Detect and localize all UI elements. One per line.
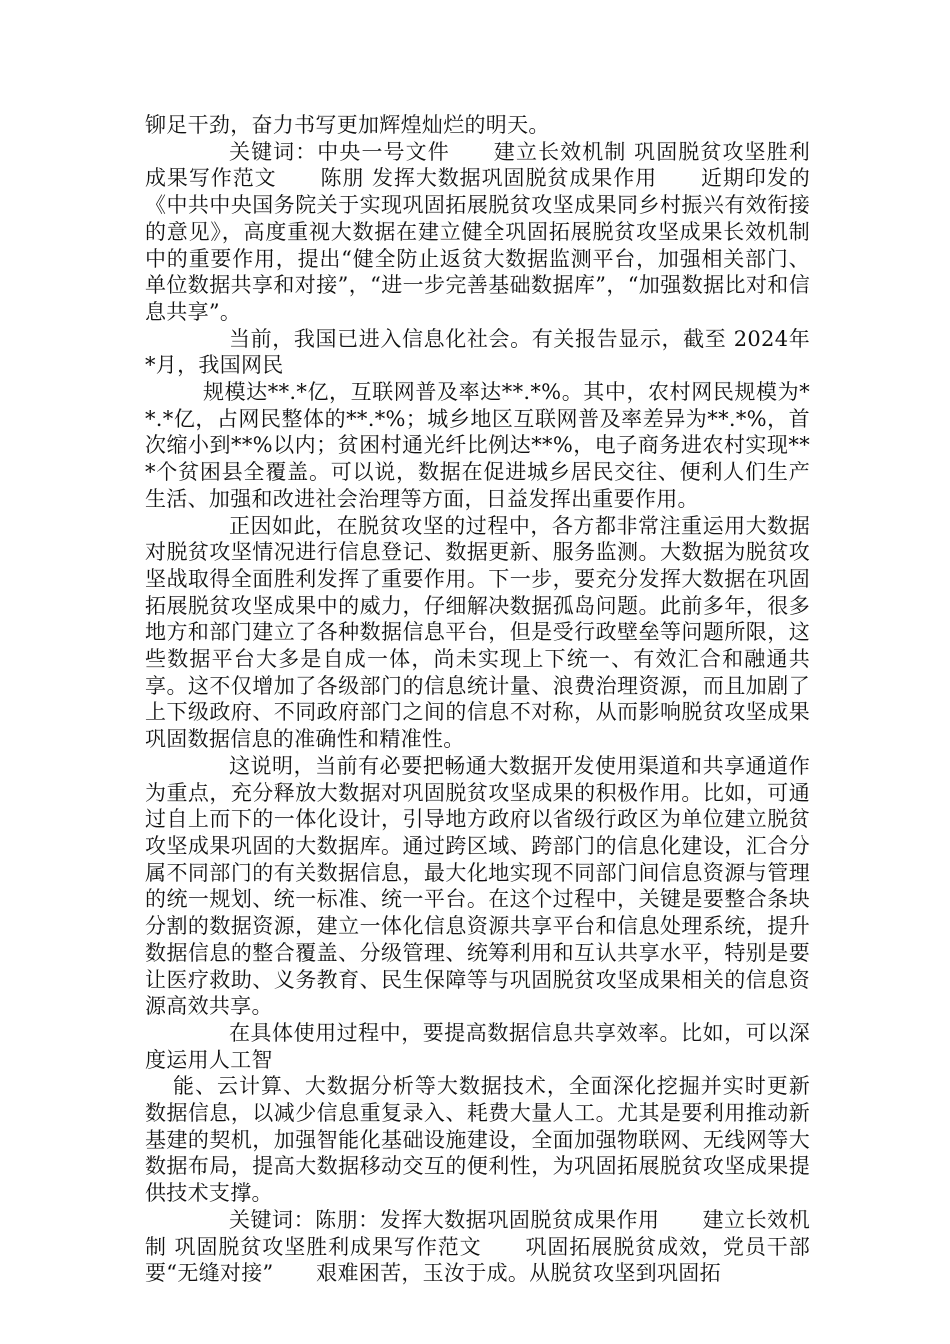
paragraph-7: 在具体使用过程中，要提高数据信息共享效率。比如，可以深度运用人工智 [145, 1020, 810, 1072]
paragraph-5: 正因如此，在脱贫攻坚的过程中，各方都非常注重运用大数据对脱贫攻坚情况进行信息登记、数据更新、服务监测。大数据为脱贫攻坚战取得全面胜利发挥了重要作用。下一步，要充分发挥大数据在巩固拓展脱贫攻坚成果中的威力，仔细解决数据孤岛问题。此前多年，很多地方和部门建立了各种数据信息平台，但是受行政壁垒等问题所限，这些数据平台大多是自成一体，尚未实现上下统一、有效汇合和融通共享。这不仅增加了各级部门的信息统计量、浪费治理资源，而且加剧了上下级政府、不同政府部门之间的信息不对称，从而影响脱贫攻坚成果巩固数据信息的准确性和精准性。 [145, 513, 810, 752]
paragraph-4: 规模达**.*亿，互联网普及率达**.*%。其中，农村网民规模为**.*亿，占网民整体的**.*%；城乡地区互联网普及率差异为**.*%，首次缩小到**%以内；贫困村通光纤比例达**%，电子商务进农村实现***个贫困县全覆盖。可以说，数据在促进城乡居民交往、便利人们生产生活、加强和改进社会治理等方面，日益发挥出重要作用。 [145, 380, 810, 511]
paragraph-2-keywords: 关键词：中央一号文件 建立长效机制 巩固脱贫攻坚胜利成果写作范文 陈朋 发挥大数据巩固脱贫成果作用 近期印发的《中共中央国务院关于实现巩固拓展脱贫攻坚成果同乡村振兴有效衔接的意见》，高度重视大数据在建立健全巩固拓展脱贫攻坚成果长效机制中的重要作用，提出“健全防止返贫大数据监测平台，加强相关部门、单位数据共享和对接”，“进一步完善基础数据库”，“加强数据比对和信息共享”。 [145, 139, 810, 324]
paragraph-9-keywords: 关键词：陈朋：发挥大数据巩固脱贫成果作用 建立长效机制 巩固脱贫攻坚胜利成果写作范文 巩固拓展脱贫成效，党员干部要“无缝对接” 艰难困苦，玉汝于成。从脱贫攻坚到巩固拓 [145, 1207, 810, 1286]
paragraph-6: 这说明，当前有必要把畅通大数据开发使用渠道和共享通道作为重点，充分释放大数据对巩固脱贫攻坚成果的积极作用。比如，可通过自上而下的一体化设计，引导地方政府以省级行政区为单位建立脱贫攻坚成果巩固的大数据库。通过跨区域、跨部门的信息化建设，汇合分属不同部门的有关数据信息，最大化地实现不同部门间信息资源与管理的统一规划、统一标准、统一平台。在这个过程中，关键是要整合条块分割的数据资源，建立一体化信息资源共享平台和信息处理系统，提升数据信息的整合覆盖、分级管理、统筹利用和互认共享水平，特别是要让医疗救助、义务教育、民生保障等与巩固脱贫攻坚成果相关的信息资源高效共享。 [145, 753, 810, 1019]
document-body [145, 112, 810, 1287]
paragraph-3: 当前，我国已进入信息化社会。有关报告显示，截至 2024年*月，我国网民 [145, 326, 810, 378]
paragraph-1: 铆足干劲，奋力书写更加辉煌灿烂的明天。 [145, 113, 550, 137]
paragraph-8: 能、云计算、大数据分析等大数据技术，全面深化挖掘并实时更新数据信息，以减少信息重复录入、耗费大量人工。尤其是要利用推动新基建的契机，加强智能化基础设施建设，全面加强物联网、无线网等大数据布局，提高大数据移动交互的便利性，为巩固拓展脱贫攻坚成果提供技术支撑。 [145, 1074, 810, 1206]
